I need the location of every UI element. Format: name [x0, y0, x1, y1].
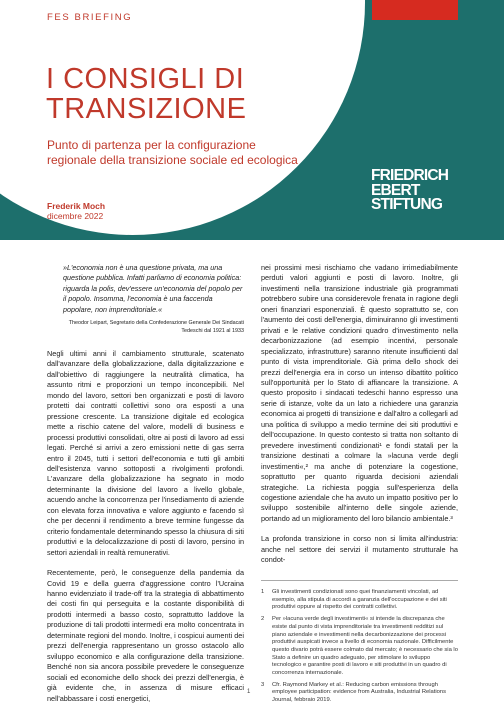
- page-subtitle: Punto di partenza per la configurazione regionale della transizione sociale ed ecologica: [47, 138, 298, 167]
- logo-line-1: FRIEDRICH: [371, 167, 449, 184]
- cover-header: [0, 0, 504, 240]
- title-line-2: TRANSIZIONE: [46, 93, 247, 125]
- logo-line-3: STIFTUNG: [371, 196, 443, 213]
- title-line-1: I CONSIGLI DI: [46, 63, 245, 95]
- brand-tab: [372, 0, 458, 20]
- logo-line-2: EBERT: [371, 181, 420, 199]
- footnote-number: 3: [261, 681, 265, 688]
- body-column-left: [47, 349, 244, 714]
- footnote-text: Per »lacuna verde degli investimenti« si intende la discrepanza che esiste dal punto di vista imprenditoriale tra investimenti redditizi sul piano aziendale e investimenti nella decarbonizzazione dei processi produttivi auspicati invece a livello di economia nazionale. Difficilmente questo divario potrà essere colmato dal mercato; è necessario che sia lo Stato a definire un quadro adeguato, per stimolare lo sviluppo tecnologico e garantire posti di lavoro e siti produttivi in un quadro di concorrenza internazionale.: [272, 616, 458, 677]
- publication-date: dicembre 2022: [47, 211, 104, 221]
- footnote: [261, 682, 458, 705]
- body-paragraph: Recentemente, però, le conseguenze della pandemia da Covid 19 e della guerra d'aggressione contro l'Ucraina hanno evidenziato il trade-off tra la strategia di abbattimento dei costi fin qui perseguita e la costante disponibilità di prodotti intermedi a basso costo, soprattutto laddove la produzione di tali prodotti intermedi era molto concentrata in determinate regioni del mondo. Inoltre, i cospicui aumenti dei prezzi dell'energia rappresentano un grosso ostacolo allo sviluppo economico e alla configurazione della transizione. Benché non sia ancora possibile prevedere le conseguenze sociali ed economiche dello shock dei prezzi dell'energia, è già evidente che, in assenza di misure efficaci nell'abbassare i costi energetici,: [47, 568, 244, 703]
- fes-logo: [371, 169, 457, 213]
- series-label: FES BRIEFING: [47, 12, 133, 23]
- footnotes: [261, 589, 458, 709]
- epigraph-quote: »L'economia non è una questione privata, ma una questione pubblica. Infatti parliamo di economia politica: riguarda la polis, dev'essere un'economia del popolo per il popolo. Insomma, l'economia è una faccenda popolare, non imprenditoriale.«: [63, 263, 243, 314]
- page-title: [46, 64, 246, 124]
- footnote: [261, 589, 458, 612]
- footnote: [261, 616, 458, 678]
- footnote-divider: [261, 580, 458, 581]
- footnote-number: 1: [261, 589, 265, 595]
- body-paragraph: La profonda transizione in corso non si limita all'industria: anche nel settore dei servizi il mutamento strutturale ha condot-: [261, 534, 458, 565]
- epigraph-attribution: Theodor Leipart, Segretario della Confederazione Generale Dei Sindacati Tedeschi dal 1921 al 1933: [68, 320, 244, 334]
- body-column-right: [261, 263, 458, 576]
- author-name: Frederik Moch: [47, 201, 106, 211]
- footnote-text: Gli investimenti condizionati sono quei finanziamenti vincolati, ad esempio, alla stipula di accordi a garanzia dell'occupazione e dei siti produttivi oppure al rispetto dei contratti collettivi.: [272, 589, 447, 611]
- body-paragraph: Negli ultimi anni il cambiamento strutturale, scatenato dall'avanzare della globalizzazione, dalla digitalizzazione e dall'obiettivo di raggiungere la neutralità climatica, ha assunto ritmi e proporzioni un tempo inconcepibili. Nel mondo del lavoro, settori ben organizzati e posti di lavoro protetti dai contratti collettivi sono ora esposti a una pressione crescente. La transizione digitale ed ecologica mette a rischio catene del valore, modelli di business e processi produttivi consolidati, oltre ai posti di lavoro ad essi legati. Perché si arrivi a zero emissioni nette di gas serra entro il 2045, tutti i settori dell'economia e tutti gli ambiti dell'esistenza vanno sottoposti a rivolgimenti profondi. L'avanzare della globalizzazione ha segnato in modo determinante la divisione del lavoro a livello globale, acuendo anche la concorrenza per l'insediamento di aziende con elevata forza innovativa e valore aggiunto e facendo sì che per decenni il rendimento a breve termine fungesse da criterio fondamentale determinando spesso la chiusura di siti produttivi e la delocalizzazione di posti di lavoro, persino in settori aziendali in realtà remunerativi.: [47, 349, 244, 557]
- footnote-text: Cfr. Raymond Markey et al.: Reducing carbon emissions through employee participation: evidence from Australia, Industrial Relations Journal, febbraio 2019.: [272, 681, 446, 704]
- page-number: 1: [247, 689, 251, 695]
- footnote-number: 2: [261, 616, 265, 623]
- body-paragraph: nei prossimi mesi rischiamo che vadano irrimediabilmente perduti valori aggiunti e posti di lavoro. Inoltre, gli investimenti nella transizione industriale già programmati potrebbero subire una considerevole frenata in ragione degli oneri finanziari esponenziali. È questo soprattutto se, con l'aumento dei costi dell'energia, diminuiranno gli investimenti privati e le relative condizioni quadro d'investimento nella decarbonizzazione (ad esempio incentivi, personale specializzato, infrastrutture) saranno ritenute insufficienti dal punto di vista imprenditoriale. Già prima dello shock dei prezzi dell'energia era in corso un intenso dibattito politico sull'opportunità per lo Stato di affiancare la transizione. A questo proposito i sindacati tedeschi hanno espresso una serie di istanze, volte da un lato a richiedere una garanzia economica ai progetti di transizione e dall'altro a collegarli ad una politica di sviluppo a medio termine dei siti produttivi e dell'occupazione. In questo contesto si tratta non soltanto di prevedere investimenti condizionati¹ e fondi statali per la transizione destinati a colmare la »lacuna verde degli investimenti«,² ma anche di potenziare la cogestione, soprattutto per quanto riguarda decisioni aziendali strategiche. La richiesta poggia sull'esperienza della cogestione aziendale che ha avuto un impatto positivo per lo sviluppo sostenibile all'interno delle singole aziende, portando ad un miglioramento del loro bilancio ambientale.³: [261, 263, 458, 523]
